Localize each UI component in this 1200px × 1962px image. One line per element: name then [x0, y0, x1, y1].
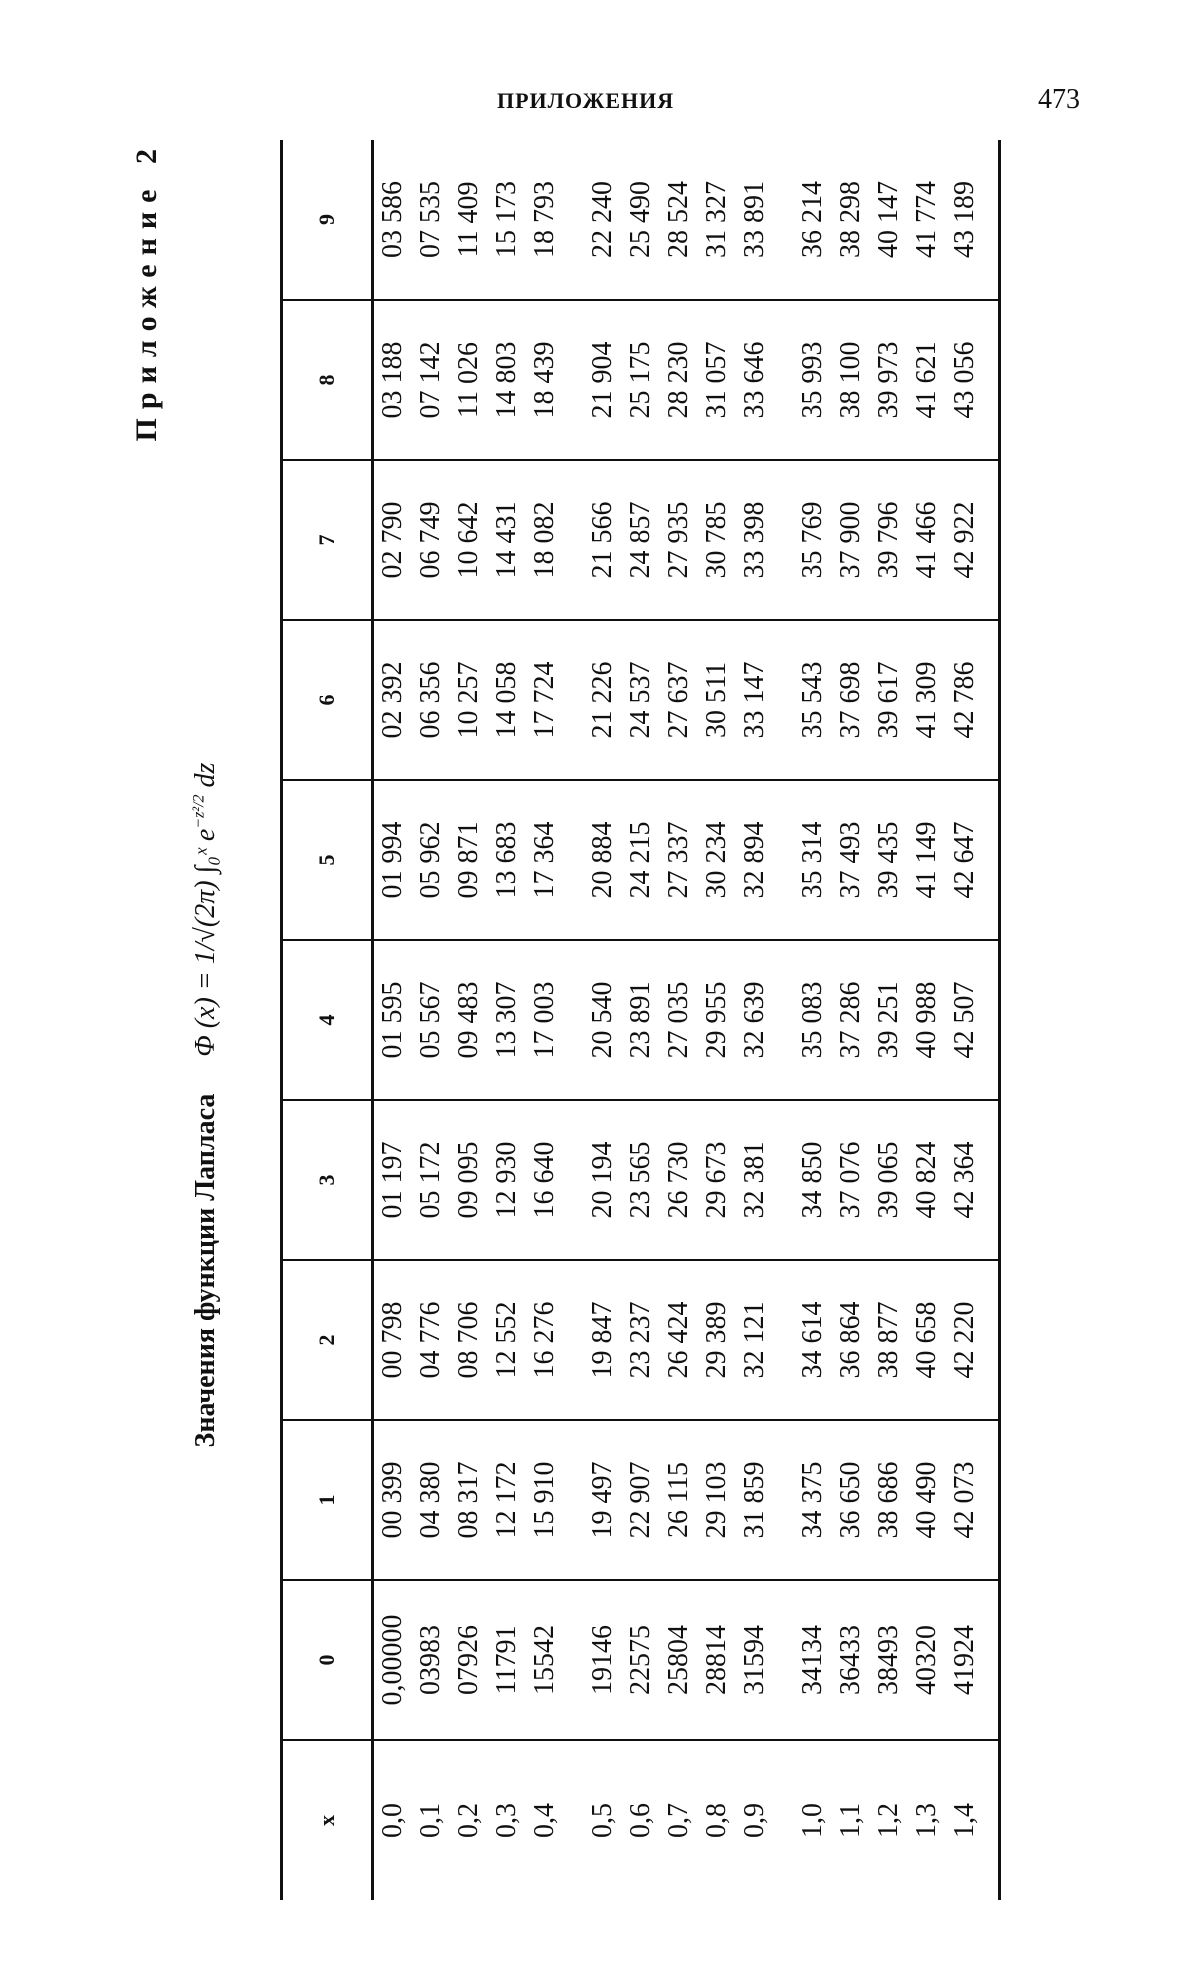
- phi-value-cell: 14 058: [488, 620, 526, 780]
- phi-value-cell: 24 857: [622, 460, 660, 620]
- x-value-cell: 1,3: [911, 1803, 942, 1838]
- phi-value-cell: 07 142: [412, 300, 450, 460]
- phi-value-cell: 42 786: [946, 620, 1000, 780]
- phi-value-cell: 26 115: [660, 1420, 698, 1580]
- phi-value-cell: 06 749: [412, 460, 450, 620]
- phi-value-cell: 43 056: [946, 300, 1000, 460]
- phi-value-cell: 35 769: [774, 460, 832, 620]
- phi-value-cell: 09 871: [450, 780, 488, 940]
- phi-value-cell: 25 490: [622, 140, 660, 300]
- header-digit-1: 1: [282, 1420, 373, 1580]
- table-header-row: [282, 140, 373, 1900]
- phi-value-cell: 18 082: [526, 460, 564, 620]
- phi-value-cell: 32 121: [736, 1260, 774, 1420]
- table-row: [373, 140, 413, 1900]
- table-row: [870, 140, 908, 1900]
- phi-value-cell: 33 891: [736, 140, 774, 300]
- table-row: [564, 140, 622, 1900]
- phi-value-cell: 31 327: [698, 140, 736, 300]
- phi-value-cell: 33 147: [736, 620, 774, 780]
- phi-value-cell: 39 251: [870, 940, 908, 1100]
- laplace-table: [280, 140, 1001, 1900]
- phi-value-cell: 20 194: [564, 1100, 622, 1260]
- x-value-cell: 0,5: [587, 1803, 618, 1838]
- page-number: 473: [1038, 84, 1080, 115]
- phi-value-cell: 23 237: [622, 1260, 660, 1420]
- table-row: [488, 140, 526, 1900]
- phi-value-cell: 32 639: [736, 940, 774, 1100]
- phi-value-cell: 40 147: [870, 140, 908, 300]
- formula-rhs: 1/√(2π) ∫₀ˣ e: [190, 828, 221, 965]
- caption-title: Значения функции Лапласа: [190, 1093, 221, 1448]
- phi-value-cell: 27 035: [660, 940, 698, 1100]
- phi-value-cell: 05 172: [412, 1100, 450, 1260]
- phi-value-cell: 30 785: [698, 460, 736, 620]
- phi-value-cell: 08 706: [450, 1260, 488, 1420]
- phi-value-cell: 28814: [698, 1580, 736, 1740]
- phi-value-cell: 42 507: [946, 940, 1000, 1100]
- phi-value-cell: 01 197: [373, 1100, 413, 1260]
- phi-value-cell: 31 859: [736, 1420, 774, 1580]
- x-value-cell: 1,1: [835, 1803, 866, 1838]
- phi-value-cell: 40 490: [908, 1420, 946, 1580]
- table-row: [526, 140, 564, 1900]
- phi-value-cell: 24 215: [622, 780, 660, 940]
- header-digit-0: 0: [282, 1580, 373, 1740]
- phi-value-cell: 40 824: [908, 1100, 946, 1260]
- x-value-cell: 0,9: [739, 1803, 770, 1838]
- phi-value-cell: 20 540: [564, 940, 622, 1100]
- phi-value-cell: 11 026: [450, 300, 488, 460]
- x-value-cell: 0,3: [491, 1803, 522, 1838]
- appendix-label: Приложение 2: [130, 140, 163, 442]
- phi-value-cell: 19146: [564, 1580, 622, 1740]
- laplace-formula: [190, 763, 221, 1057]
- phi-value-cell: 36 864: [832, 1260, 870, 1420]
- phi-value-cell: 00 798: [373, 1260, 413, 1420]
- phi-value-cell: 18 439: [526, 300, 564, 460]
- phi-value-cell: 29 673: [698, 1100, 736, 1260]
- table-row: [946, 140, 1000, 1900]
- phi-value-cell: 13 683: [488, 780, 526, 940]
- phi-value-cell: 26 730: [660, 1100, 698, 1260]
- phi-value-cell: 41 774: [908, 140, 946, 300]
- table-caption: [190, 310, 222, 1900]
- phi-value-cell: 34134: [774, 1580, 832, 1740]
- phi-value-cell: 29 389: [698, 1260, 736, 1420]
- table-row: [908, 140, 946, 1900]
- x-value-cell: 0,2: [453, 1803, 484, 1838]
- phi-value-cell: 33 398: [736, 460, 774, 620]
- phi-value-cell: 10 257: [450, 620, 488, 780]
- phi-value-cell: 17 003: [526, 940, 564, 1100]
- phi-value-cell: 35 083: [774, 940, 832, 1100]
- page-header: [0, 84, 1200, 128]
- phi-value-cell: 42 922: [946, 460, 1000, 620]
- phi-value-cell: 42 364: [946, 1100, 1000, 1260]
- header-digit-6: 6: [282, 620, 373, 780]
- phi-value-cell: 03 188: [373, 300, 413, 460]
- x-value-cell: 1,2: [873, 1803, 904, 1838]
- x-value-cell: 1,0: [797, 1803, 828, 1838]
- phi-value-cell: 06 356: [412, 620, 450, 780]
- phi-value-cell: 11 409: [450, 140, 488, 300]
- phi-value-cell: 17 364: [526, 780, 564, 940]
- phi-value-cell: 15 910: [526, 1420, 564, 1580]
- phi-value-cell: 12 552: [488, 1260, 526, 1420]
- phi-value-cell: 00 399: [373, 1420, 413, 1580]
- x-value-cell: 1,4: [946, 1740, 1000, 1900]
- table-row: [698, 140, 736, 1900]
- header-digit-8: 8: [282, 300, 373, 460]
- phi-value-cell: 25 175: [622, 300, 660, 460]
- phi-value-cell: 27 637: [660, 620, 698, 780]
- phi-value-cell: 37 286: [832, 940, 870, 1100]
- phi-value-cell: 15 173: [488, 140, 526, 300]
- phi-value-cell: 39 617: [870, 620, 908, 780]
- phi-value-cell: 15542: [526, 1580, 564, 1740]
- header-digit-2: 2: [282, 1260, 373, 1420]
- phi-value-cell: 40 658: [908, 1260, 946, 1420]
- phi-value-cell: 34 850: [774, 1100, 832, 1260]
- rotated-content: [130, 140, 1170, 1900]
- phi-value-cell: 36433: [832, 1580, 870, 1740]
- phi-value-cell: 40320: [908, 1580, 946, 1740]
- phi-value-cell: 38 686: [870, 1420, 908, 1580]
- phi-value-cell: 22 240: [564, 140, 622, 300]
- x-value-cell: 0,7: [663, 1803, 694, 1838]
- phi-value-cell: 37 493: [832, 780, 870, 940]
- phi-value-cell: 41 149: [908, 780, 946, 940]
- phi-value-cell: 05 567: [412, 940, 450, 1100]
- header-digit-5: 5: [282, 780, 373, 940]
- phi-value-cell: 42 220: [946, 1260, 1000, 1420]
- phi-value-cell: 07926: [450, 1580, 488, 1740]
- phi-value-cell: 01 595: [373, 940, 413, 1100]
- phi-value-cell: 38493: [870, 1580, 908, 1740]
- x-value-cell: 0,0: [377, 1803, 408, 1838]
- phi-value-cell: 38 298: [832, 140, 870, 300]
- phi-value-cell: 20 884: [564, 780, 622, 940]
- phi-value-cell: 04 380: [412, 1420, 450, 1580]
- x-value-cell: 0,6: [625, 1803, 656, 1838]
- phi-value-cell: 21 226: [564, 620, 622, 780]
- header-digit-4: 4: [282, 940, 373, 1100]
- phi-value-cell: 22 907: [622, 1420, 660, 1580]
- phi-value-cell: 19 497: [564, 1420, 622, 1580]
- phi-value-cell: 37 900: [832, 460, 870, 620]
- phi-value-cell: 29 955: [698, 940, 736, 1100]
- phi-value-cell: 41 466: [908, 460, 946, 620]
- phi-value-cell: 42 647: [946, 780, 1000, 940]
- phi-value-cell: 18 793: [526, 140, 564, 300]
- phi-value-cell: 39 796: [870, 460, 908, 620]
- formula-lhs: Φ (x) =: [190, 971, 221, 1057]
- x-value-cell: 0,4: [529, 1803, 560, 1838]
- phi-value-cell: 33 646: [736, 300, 774, 460]
- phi-value-cell: 41 309: [908, 620, 946, 780]
- phi-value-cell: 41 621: [908, 300, 946, 460]
- phi-value-cell: 14 431: [488, 460, 526, 620]
- phi-value-cell: 25804: [660, 1580, 698, 1740]
- phi-value-cell: 35 993: [774, 300, 832, 460]
- phi-value-cell: 23 891: [622, 940, 660, 1100]
- phi-value-cell: 32 381: [736, 1100, 774, 1260]
- phi-value-cell: 39 435: [870, 780, 908, 940]
- table-row: [736, 140, 774, 1900]
- phi-value-cell: 26 424: [660, 1260, 698, 1420]
- phi-value-cell: 02 392: [373, 620, 413, 780]
- phi-value-cell: 37 698: [832, 620, 870, 780]
- phi-value-cell: 12 930: [488, 1100, 526, 1260]
- phi-value-cell: 23 565: [622, 1100, 660, 1260]
- phi-value-cell: 39 065: [870, 1100, 908, 1260]
- header-digit-3: 3: [282, 1100, 373, 1260]
- phi-value-cell: 02 790: [373, 460, 413, 620]
- header-digit-7: 7: [282, 460, 373, 620]
- phi-value-cell: 21 904: [564, 300, 622, 460]
- phi-value-cell: 09 483: [450, 940, 488, 1100]
- phi-value-cell: 37 076: [832, 1100, 870, 1260]
- table-row: [450, 140, 488, 1900]
- phi-value-cell: 30 234: [698, 780, 736, 940]
- table-row: [774, 140, 832, 1900]
- phi-value-cell: 17 724: [526, 620, 564, 780]
- phi-value-cell: 39 973: [870, 300, 908, 460]
- phi-value-cell: 03983: [412, 1580, 450, 1740]
- phi-value-cell: 16 276: [526, 1260, 564, 1420]
- phi-value-cell: 28 230: [660, 300, 698, 460]
- phi-value-cell: 05 962: [412, 780, 450, 940]
- x-value-cell: 0,8: [701, 1803, 732, 1838]
- table-row: [412, 140, 450, 1900]
- phi-value-cell: 31594: [736, 1580, 774, 1740]
- phi-value-cell: 36 650: [832, 1420, 870, 1580]
- phi-value-cell: 28 524: [660, 140, 698, 300]
- table-row: [832, 140, 870, 1900]
- running-title: ПРИЛОЖЕНИЯ: [497, 88, 675, 113]
- phi-value-cell: 42 073: [946, 1420, 1000, 1580]
- phi-value-cell: 38 877: [870, 1260, 908, 1420]
- formula-tail: dz: [190, 762, 221, 795]
- phi-value-cell: 12 172: [488, 1420, 526, 1580]
- phi-value-cell: 38 100: [832, 300, 870, 460]
- phi-value-cell: 31 057: [698, 300, 736, 460]
- phi-value-cell: 30 511: [698, 620, 736, 780]
- x-value-cell: 0,1: [415, 1803, 446, 1838]
- table-row: [622, 140, 660, 1900]
- phi-value-cell: 43 189: [946, 140, 1000, 300]
- phi-value-cell: 34 614: [774, 1260, 832, 1420]
- phi-value-cell: 09 095: [450, 1100, 488, 1260]
- phi-value-cell: 40 988: [908, 940, 946, 1100]
- header-x: x: [282, 1740, 373, 1900]
- phi-value-cell: 27 935: [660, 460, 698, 620]
- phi-value-cell: 21 566: [564, 460, 622, 620]
- formula-exponent: −z²/2: [190, 794, 208, 829]
- phi-value-cell: 32 894: [736, 780, 774, 940]
- phi-value-cell: 36 214: [774, 140, 832, 300]
- phi-value-cell: 13 307: [488, 940, 526, 1100]
- phi-value-cell: 10 642: [450, 460, 488, 620]
- phi-value-cell: 24 537: [622, 620, 660, 780]
- phi-value-cell: 22575: [622, 1580, 660, 1740]
- phi-value-cell: 41924: [946, 1580, 1000, 1740]
- phi-value-cell: 19 847: [564, 1260, 622, 1420]
- phi-value-cell: 29 103: [698, 1420, 736, 1580]
- phi-value-cell: 34 375: [774, 1420, 832, 1580]
- phi-value-cell: 04 776: [412, 1260, 450, 1420]
- header-digit-9: 9: [282, 140, 373, 300]
- phi-value-cell: 14 803: [488, 300, 526, 460]
- phi-value-cell: 35 314: [774, 780, 832, 940]
- phi-value-cell: 35 543: [774, 620, 832, 780]
- laplace-table-area: [280, 140, 1001, 1900]
- phi-value-cell: 27 337: [660, 780, 698, 940]
- phi-value-cell: 03 586: [373, 140, 413, 300]
- phi-value-cell: 08 317: [450, 1420, 488, 1580]
- phi-value-cell: 16 640: [526, 1100, 564, 1260]
- phi-value-cell: 01 994: [373, 780, 413, 940]
- table-body: [373, 140, 1000, 1900]
- phi-value-cell: 0,00000: [373, 1580, 413, 1740]
- phi-value-cell: 11791: [488, 1580, 526, 1740]
- phi-value-cell: 07 535: [412, 140, 450, 300]
- table-row: [660, 140, 698, 1900]
